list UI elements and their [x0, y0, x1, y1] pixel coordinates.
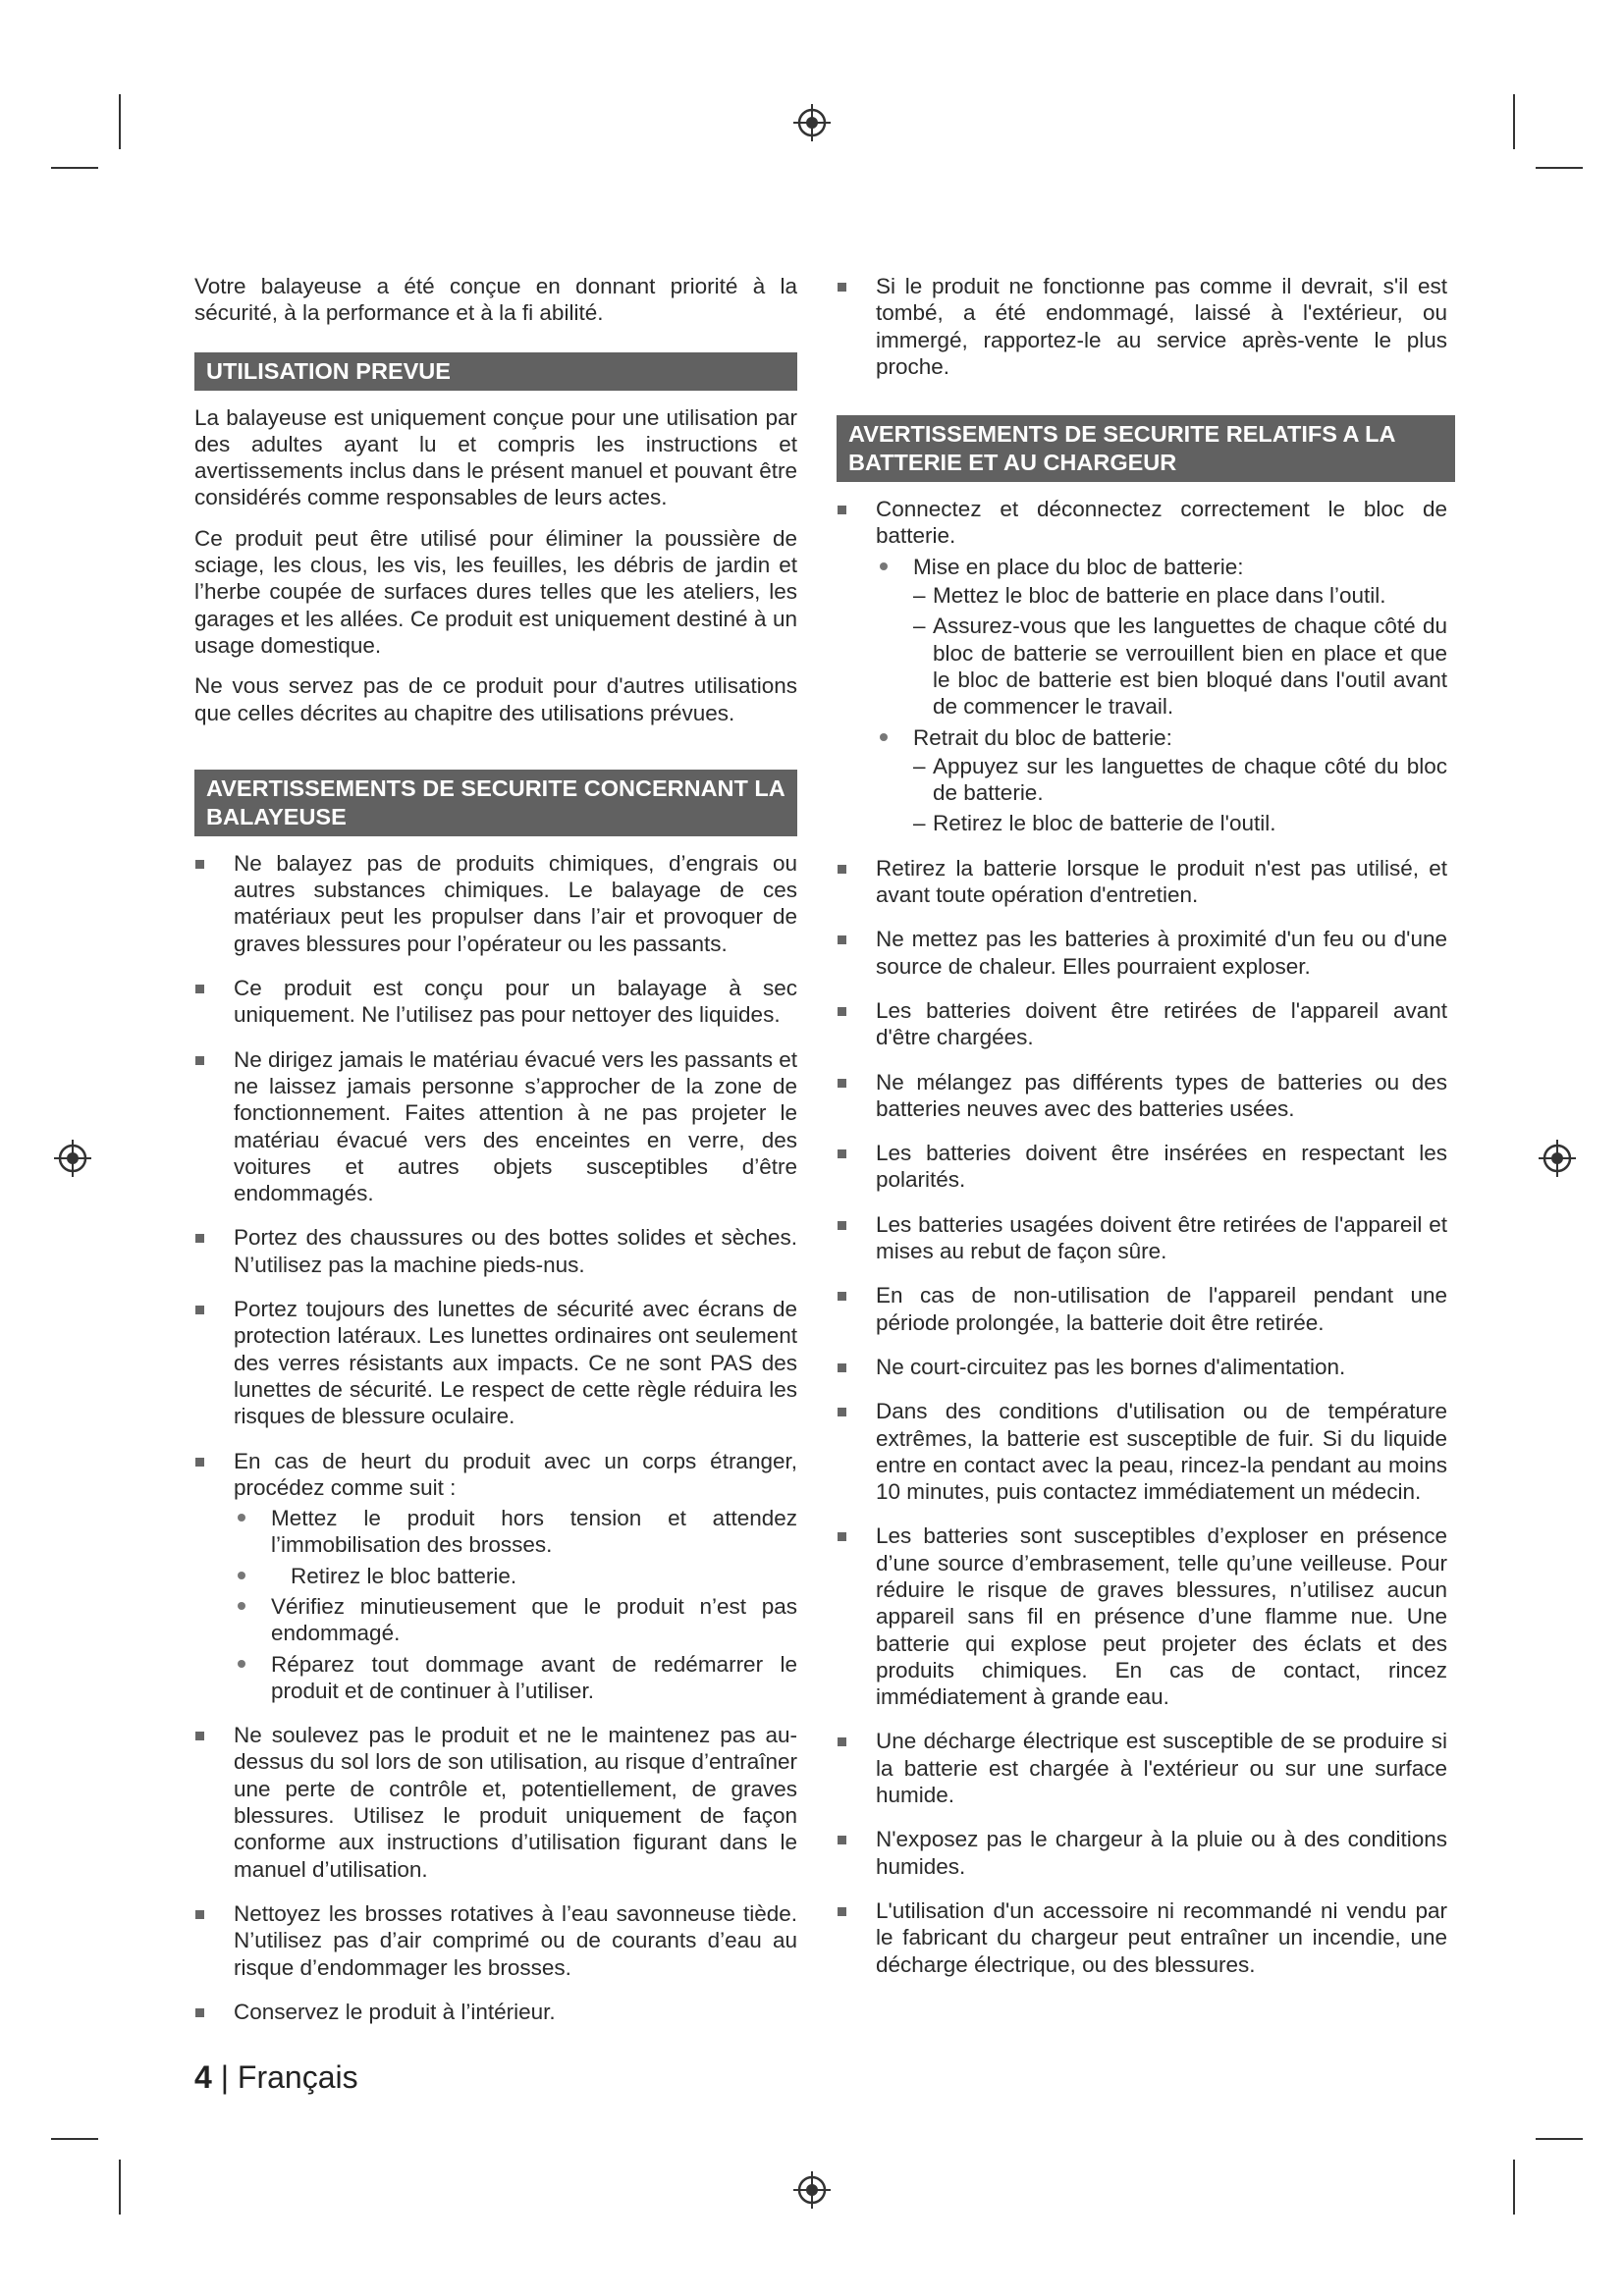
batterie-warnings-list — [837, 496, 1447, 1978]
sub-list-item: Mettez le produit hors tension et attendez l’immobilisation des brosses. — [234, 1505, 797, 1559]
sub-list-item — [876, 724, 1447, 837]
sub-list-item — [876, 554, 1447, 721]
crop-mark — [51, 2138, 98, 2140]
list-item: Ne dirigez jamais le matériau évacué vers les passants et ne laissez jamais personne s’approcher de la zone de fonctionnement. Faites attention à ne pas projeter le matériau évacué vers des enceintes en verre, des voitures et autres objets susceptibles d’être endommagés. — [194, 1046, 797, 1207]
list-item: Si le produit ne fonctionne pas comme il devrait, s'il est tombé, a été endommagé, laissé à l'extérieur, ou immergé, rapportez-le au service après-vente le plus proche. — [837, 273, 1447, 380]
paragraph: Ce produit peut être utilisé pour éliminer la poussière de sciage, les clous, les vis, les feuilles, les débris de jardin et l’herbe coupée de surfaces dures telles que les ateliers, les garages et les allées. Ce produit est uniquement destiné à un usage domestique. — [194, 525, 797, 658]
page-number: 4 — [194, 2059, 212, 2095]
list-item: Conservez le produit à l’intérieur. — [194, 1999, 797, 2025]
footer-separator: | — [220, 2059, 229, 2095]
list-item: Nettoyez les brosses rotatives à l’eau savonneuse tiède. N’utilisez pas d’air comprimé ou de courants d’eau au risque d’endommager les brosses. — [194, 1900, 797, 1981]
section-heading-balayeuse: AVERTISSEMENTS DE SECURITE CONCERNANT LA BALAYEUSE — [194, 770, 797, 836]
balayeuse-warnings-list — [194, 850, 797, 2025]
dash-item: – Retirez le bloc de batterie de l'outil. — [913, 810, 1447, 836]
list-item: Ne mélangez pas différents types de batteries ou des batteries neuves avec des batteries usées. — [837, 1069, 1447, 1123]
crop-mark — [1513, 2160, 1515, 2215]
right-column — [837, 273, 1447, 1996]
list-item: L'utilisation d'un accessoire ni recommandé ni vendu par le fabricant du chargeur peut entraîner un incendie, une décharge électrique, ou des blessures. — [837, 1897, 1447, 1978]
registration-mark-icon — [53, 1139, 92, 1178]
crop-mark — [1513, 94, 1515, 149]
paragraph: La balayeuse est uniquement conçue pour une utilisation par des adultes ayant lu et compris les instructions et avertissements inclus dans le présent manuel et pouvant être considérés comme responsables de leurs actes. — [194, 404, 797, 510]
list-item: Ne soulevez pas le produit et ne le maintenez pas au-dessus du sol lors de son utilisation, au risque d’entraîner une perte de contrôle et, potentiellement, de graves blessures. Utilisez le produit uniquement de façon conforme aux instructions d’utilisation figurant dans le manuel d’utilisation. — [194, 1722, 797, 1883]
retrait-steps-list — [913, 753, 1447, 837]
sub-list-item: Vérifiez minutieusement que le produit n’est pas endommagé. — [234, 1593, 797, 1647]
paragraph: Ne vous servez pas de ce produit pour d'autres utilisations que celles décrites au chapitre des utilisations prévues. — [194, 673, 797, 725]
page-footer — [194, 2059, 358, 2096]
list-item: Ne court-circuitez pas les bornes d'alimentation. — [837, 1354, 1447, 1380]
right-intro-list — [837, 273, 1447, 380]
list-item: Portez des chaussures ou des bottes solides et sèches. N’utilisez pas la machine pieds-nus. — [194, 1224, 797, 1278]
footer-language: Français — [237, 2059, 358, 2095]
list-item: En cas de non-utilisation de l'appareil pendant une période prolongée, la batterie doit être retirée. — [837, 1282, 1447, 1336]
crop-mark — [119, 94, 121, 149]
list-item: Les batteries sont susceptibles d’exploser en présence d’une source d’embrasement, telle qu’une veilleuse. Pour réduire le risque de graves blessures, n’utilisez aucun appareil sans fil en présence d’une flamme nue. Une batterie qui explose peut projeter des éclats et des produits chimiques. En cas de contact, rincez immédiatement à grande eau. — [837, 1522, 1447, 1710]
list-item — [837, 496, 1447, 837]
section-heading-batterie: AVERTISSEMENTS DE SECURITE RELATIFS A LA BATTERIE ET AU CHARGEUR — [837, 415, 1455, 482]
crop-mark — [1536, 167, 1583, 169]
registration-mark-icon — [792, 103, 832, 142]
battery-install-list — [876, 554, 1447, 837]
sub-list-item: Retirez le bloc batterie. — [234, 1563, 797, 1589]
list-item: Ne mettez pas les batteries à proximité d'un feu ou d'une source de chaleur. Elles pourraient exploser. — [837, 926, 1447, 980]
list-item-text: En cas de heurt du produit avec un corps étranger, procédez comme suit : — [234, 1448, 797, 1500]
mise-steps-list — [913, 582, 1447, 720]
sub-list-item-text: Mise en place du bloc de batterie: — [913, 554, 1244, 579]
list-item — [194, 1448, 797, 1705]
crop-mark — [51, 167, 98, 169]
list-item: Retirez la batterie lorsque le produit n'est pas utilisé, et avant toute opération d'entretien. — [837, 855, 1447, 909]
list-item: Une décharge électrique est susceptible de se produire si la batterie est chargée à l'extérieur ou sur une surface humide. — [837, 1728, 1447, 1808]
intro-paragraph: Votre balayeuse a été conçue en donnant priorité à la sécurité, à la performance et à la fi abilité. — [194, 274, 797, 326]
list-item: Les batteries doivent être insérées en respectant les polarités. — [837, 1140, 1447, 1194]
list-item: Ce produit est conçu pour un balayage à sec uniquement. Ne l’utilisez pas pour nettoyer des liquides. — [194, 975, 797, 1029]
sub-list-item: Réparez tout dommage avant de redémarrer le produit et de continuer à l’utiliser. — [234, 1651, 797, 1705]
crop-mark — [1536, 2138, 1583, 2140]
list-item: Ne balayez pas de produits chimiques, d’engrais ou autres substances chimiques. Le balayage de ces matériaux peut les propulser dans l’air et provoquer de graves blessures pour l’opérateur ou les passants. — [194, 850, 797, 957]
registration-mark-icon — [1538, 1139, 1577, 1178]
list-item-text: Connectez et déconnectez correctement le bloc de batterie. — [876, 497, 1447, 549]
list-item: Les batteries doivent être retirées de l'appareil avant d'être chargées. — [837, 997, 1447, 1051]
dash-item: – Assurez-vous que les languettes de chaque côté du bloc de batterie se verrouillent bien en place et que le bloc de batterie est bien bloqué dans l'outil avant de commencer le travail. — [913, 613, 1447, 720]
heurt-steps-list — [234, 1505, 797, 1704]
list-item: N'exposez pas le chargeur à la pluie ou à des conditions humides. — [837, 1826, 1447, 1880]
sub-list-item-text: Retrait du bloc de batterie: — [913, 724, 1172, 750]
section-heading-utilisation: UTILISATION PREVUE — [194, 352, 797, 391]
crop-mark — [119, 2160, 121, 2215]
list-item: Portez toujours des lunettes de sécurité avec écrans de protection latéraux. Les lunettes ordinaires ont seulement des verres résistants aux impacts. Ce ne sont PAS des lunettes de sécurité. Le respect de cette règle réduira les risques de blessure oculaire. — [194, 1296, 797, 1429]
dash-item: – Appuyez sur les languettes de chaque côté du bloc de batterie. — [913, 753, 1447, 807]
registration-mark-icon — [792, 2170, 832, 2210]
dash-item: – Mettez le bloc de batterie en place dans l’outil. — [913, 582, 1447, 609]
list-item: Les batteries usagées doivent être retirées de l'appareil et mises au rebut de façon sûre. — [837, 1211, 1447, 1265]
list-item: Dans des conditions d'utilisation ou de température extrêmes, la batterie est susceptible de fuir. Si du liquide entre en contact avec la peau, rincez-la pendant au moins 10 minutes, puis contactez immédiatement un médecin. — [837, 1398, 1447, 1505]
left-column — [194, 273, 797, 2043]
